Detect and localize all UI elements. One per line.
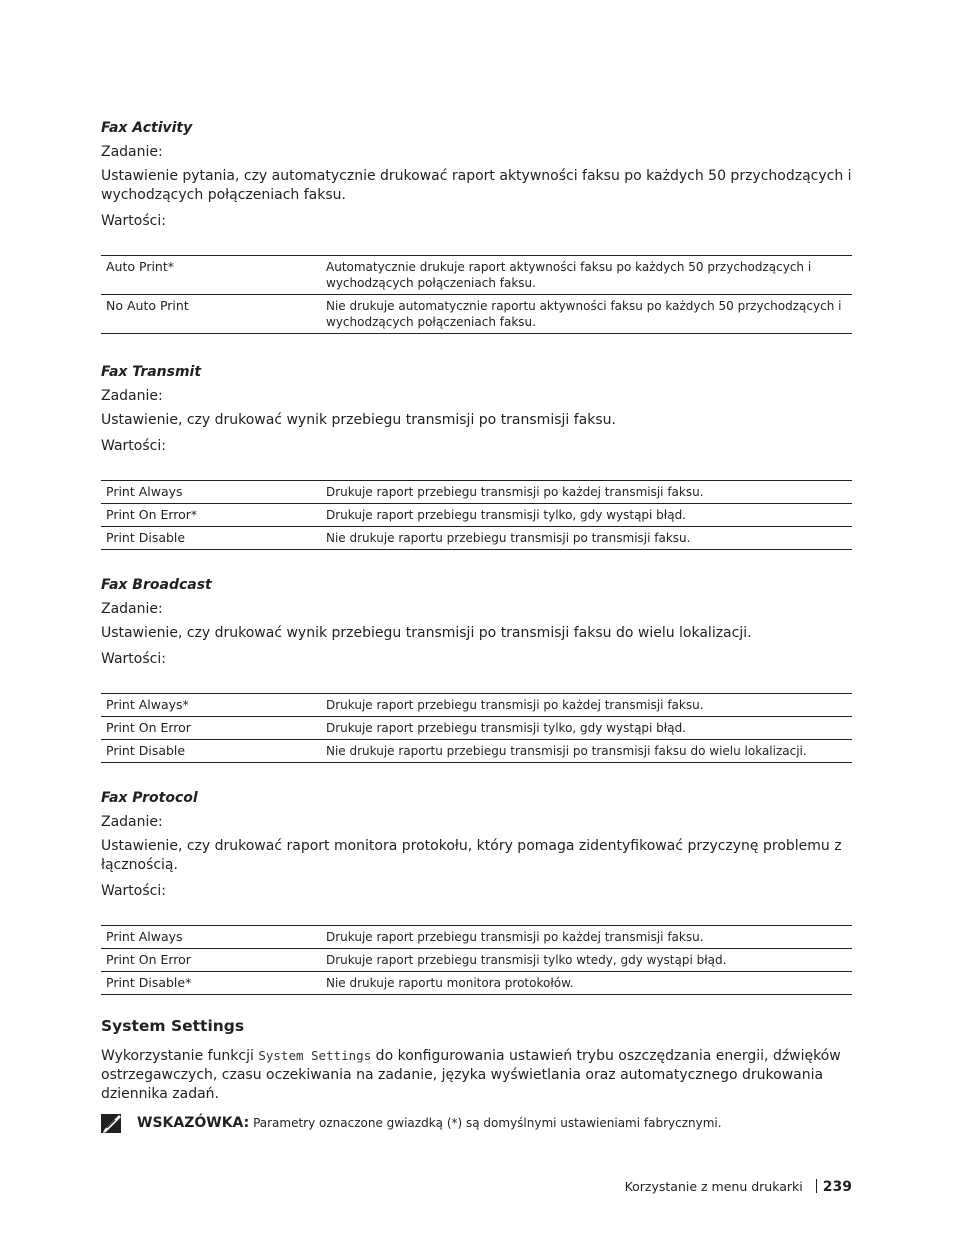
option-name: Print Disable xyxy=(106,743,186,758)
option-description: Nie drukuje raportu przebiegu transmisji po transmisji faksu do wielu lokalizacji. xyxy=(326,744,807,758)
table-row xyxy=(101,504,852,527)
values-label: Wartości: xyxy=(101,651,166,667)
system-settings-heading: System Settings xyxy=(101,1017,245,1035)
system-settings-intro xyxy=(101,1046,861,1104)
option-name: Print On Error xyxy=(106,720,191,735)
task-description: Ustawienie, czy drukować wynik przebiegu transmisji po transmisji faksu do wielu lokalizacji. xyxy=(101,625,752,641)
option-description: Nie drukuje raportu monitora protokołów. xyxy=(326,976,574,990)
table-row xyxy=(101,740,852,763)
option-description: Drukuje raport przebiegu transmisji po każdej transmisji faksu. xyxy=(326,698,704,712)
option-name: Print On Error xyxy=(106,952,191,967)
table-row xyxy=(101,949,852,972)
option-description: Drukuje raport przebiegu transmisji tylko, gdy wystąpi błąd. xyxy=(326,721,686,735)
values-table-fax-broadcast xyxy=(101,693,852,763)
option-name: Print Always xyxy=(106,929,183,944)
option-name: Print Always xyxy=(106,484,183,499)
menu-name-code: System Settings xyxy=(258,1048,372,1063)
option-name: Print On Error* xyxy=(106,507,198,522)
option-name: Print Disable* xyxy=(106,975,192,990)
page-number: 239 xyxy=(822,1179,852,1195)
section-title-fax-activity: Fax Activity xyxy=(101,120,193,136)
task-label: Zadanie: xyxy=(101,601,163,617)
footer-divider xyxy=(816,1179,817,1193)
option-description: Nie drukuje automatycznie raportu aktywności faksu po każdych 50 przychodzących i wychodzących połączeniach faksu. xyxy=(326,299,842,329)
table-row xyxy=(101,527,852,550)
option-name: Auto Print* xyxy=(106,259,174,274)
note-content xyxy=(137,1115,722,1131)
values-label: Wartości: xyxy=(101,883,166,899)
table-row xyxy=(101,694,852,717)
note-text: Parametry oznaczone gwiazdką (*) są domyślnymi ustawieniami fabrycznymi. xyxy=(249,1116,722,1130)
values-label: Wartości: xyxy=(101,438,166,454)
task-label: Zadanie: xyxy=(101,388,163,404)
values-table-fax-transmit xyxy=(101,480,852,550)
page-footer xyxy=(625,1179,852,1195)
note-pencil-icon xyxy=(101,1112,123,1134)
task-description: Ustawienie, czy drukować raport monitora protokołu, który pomaga zidentyfikować przyczynę problemu z łącznością. xyxy=(101,838,842,873)
option-description: Nie drukuje raportu przebiegu transmisji po transmisji faksu. xyxy=(326,531,691,545)
task-description: Ustawienie pytania, czy automatycznie drukować raport aktywności faksu po każdych 50 przychodzących i wychodzących połączeniach faksu. xyxy=(101,168,852,203)
note-label: WSKAZÓWKA: xyxy=(137,1115,250,1131)
option-description: Automatycznie drukuje raport aktywności faksu po każdych 50 przychodzących i wychodzących połączeniach faksu. xyxy=(326,260,812,290)
table-row xyxy=(101,717,852,740)
chapter-title: Korzystanie z menu drukarki xyxy=(624,1179,803,1194)
section-title-fax-protocol: Fax Protocol xyxy=(101,790,198,806)
task-description: Ustawienie, czy drukować wynik przebiegu transmisji po transmisji faksu. xyxy=(101,412,616,428)
task-label: Zadanie: xyxy=(101,144,163,160)
task-label: Zadanie: xyxy=(101,814,163,830)
section-title-fax-broadcast: Fax Broadcast xyxy=(101,577,212,593)
table-row xyxy=(101,926,852,949)
intro-text: Wykorzystanie funkcji xyxy=(101,1048,259,1064)
table-row xyxy=(101,256,852,295)
option-name: Print Always* xyxy=(106,697,189,712)
values-label: Wartości: xyxy=(101,213,166,229)
option-description: Drukuje raport przebiegu transmisji po każdej transmisji faksu. xyxy=(326,485,704,499)
values-table-fax-activity xyxy=(101,255,852,334)
table-row xyxy=(101,295,852,334)
intro-text: do konfigurowania ustawień trybu oszczędzania energii, dźwięków ostrzegawczych, czasu oczekiwania na zadanie, języka wyświetlania oraz automatycznego drukowania dziennika zadań. xyxy=(101,1048,841,1102)
option-description: Drukuje raport przebiegu transmisji tylko, gdy wystąpi błąd. xyxy=(326,508,686,522)
values-table-fax-protocol xyxy=(101,925,852,995)
table-row xyxy=(101,972,852,995)
option-description: Drukuje raport przebiegu transmisji tylko wtedy, gdy wystąpi błąd. xyxy=(326,953,727,967)
option-description: Drukuje raport przebiegu transmisji po każdej transmisji faksu. xyxy=(326,930,704,944)
option-name: Print Disable xyxy=(106,530,186,545)
table-row xyxy=(101,481,852,504)
option-name: No Auto Print xyxy=(106,298,189,313)
section-title-fax-transmit: Fax Transmit xyxy=(101,364,202,380)
